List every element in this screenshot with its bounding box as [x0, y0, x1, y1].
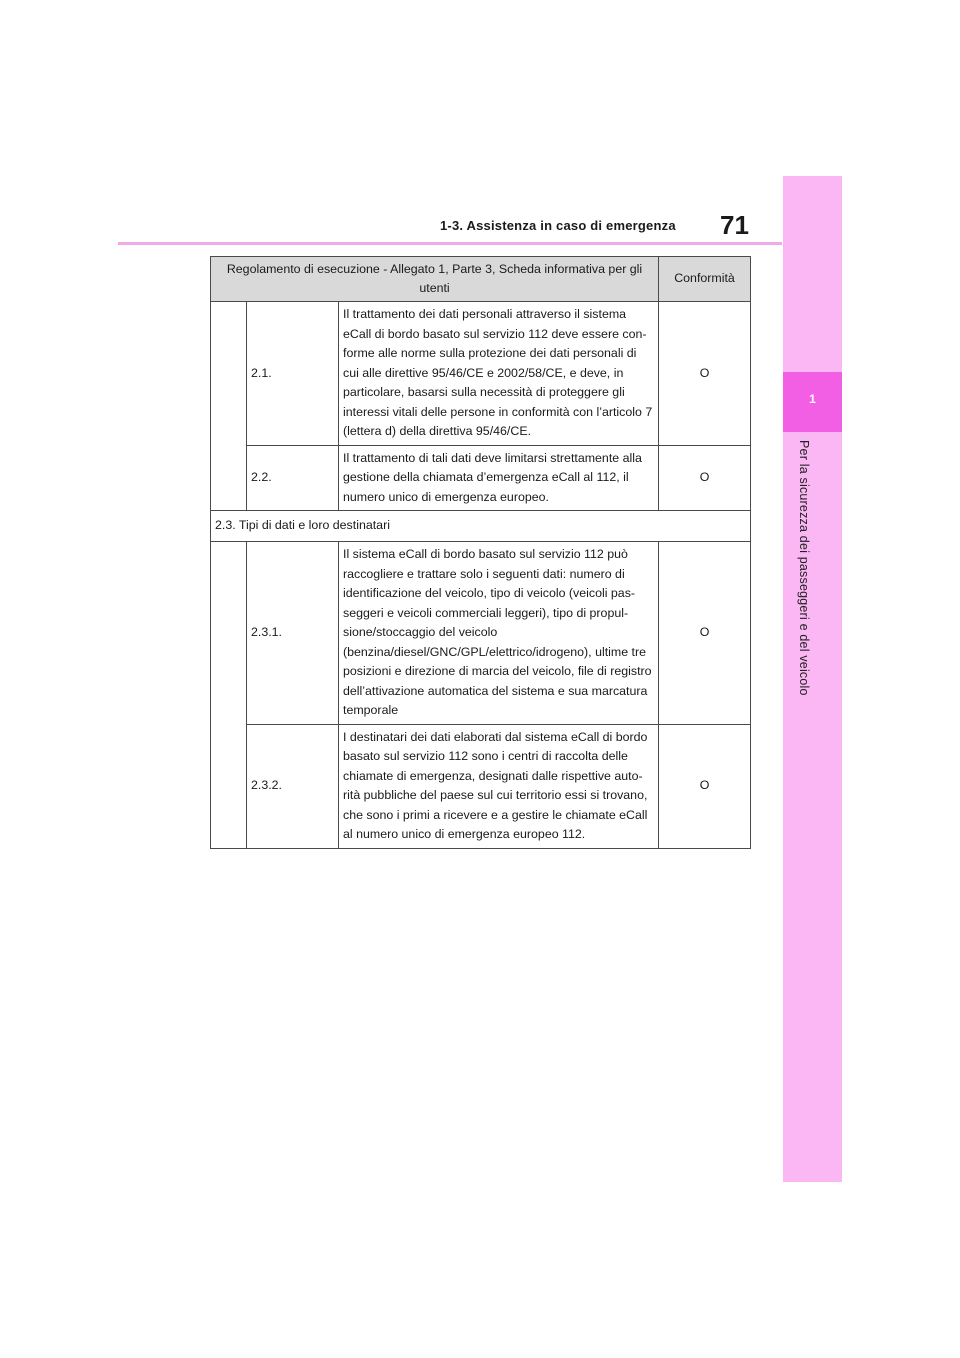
row-description: Il trattamento dei dati personali attraverso il sistema eCall di bordo basato sul servizio 112 deve essere con-forme alle norme sulla protezione dei dati personali di cui alle direttive 95/46/CE e 2002/58/CE, e deve, in particolare, basarsi sulla necessità di proteggere gli interessi vitali delle persone in conformità con l’articolo 7 (lettera d) della direttiva 95/46/CE. — [339, 302, 659, 446]
row-conformity: O — [659, 724, 751, 848]
section-title: 1-3. Assistenza in caso di emergenza — [440, 218, 676, 233]
row-description: I destinatari dei dati elaborati dal sistema eCall di bordo basato sul servizio 112 sono i centri di raccolta delle chiamate di emergenza, designati dalle rispettive auto-rità pubbliche del paese sul cui territorio essi si trovano, che sono i primi a ricevere e a gestire le chiamate eCall al numero unico di emergenza europeo 112. — [339, 724, 659, 848]
table-header-regulation: Regolamento di esecuzione - Allegato 1, Parte 3, Scheda informativa per gli utenti — [211, 257, 659, 302]
header-divider — [118, 242, 782, 245]
row-description: Il trattamento di tali dati deve limitarsi strettamente alla gestione della chiamata d’emergenza eCall al 112, il numero unico di emergenza europeo. — [339, 445, 659, 511]
page-number: 71 — [720, 210, 749, 240]
chapter-number: 1 — [809, 392, 816, 406]
user-information-table — [210, 256, 751, 849]
row-conformity: O — [659, 302, 751, 446]
row-number: 2.3.2. — [247, 724, 339, 848]
table-row — [211, 302, 751, 446]
row-conformity: O — [659, 542, 751, 725]
table-row — [211, 724, 751, 848]
indent-cell — [211, 302, 247, 511]
table-row — [211, 445, 751, 511]
chapter-title: Per la sicurezza dei passeggeri e del veicolo — [797, 440, 811, 696]
subsection-title: 2.3. Tipi di dati e loro destinatari — [211, 511, 751, 542]
row-number: 2.2. — [247, 445, 339, 511]
row-description: Il sistema eCall di bordo basato sul servizio 112 può raccogliere e trattare solo i seguenti dati: numero di identificazione del veicolo, tipo di veicolo (veicoli pas-seggeri e veicoli commerciali leggeri), tipo di propul-sione/stoccaggio del veicolo (benzina/diesel/GNC/GPL/elettrico/idrogeno), ultime tre posizioni e direzione di marcia del veicolo, file di registro dell’attivazione automatica del sistema e sua marcatura temporale — [339, 542, 659, 725]
indent-cell — [211, 542, 247, 849]
table-header-row — [211, 257, 751, 302]
table-header-conformity: Conformità — [659, 257, 751, 302]
row-conformity: O — [659, 445, 751, 511]
subsection-row — [211, 511, 751, 542]
row-number: 2.3.1. — [247, 542, 339, 725]
chapter-side-tab — [783, 176, 842, 1182]
row-number: 2.1. — [247, 302, 339, 446]
table-row — [211, 542, 751, 725]
